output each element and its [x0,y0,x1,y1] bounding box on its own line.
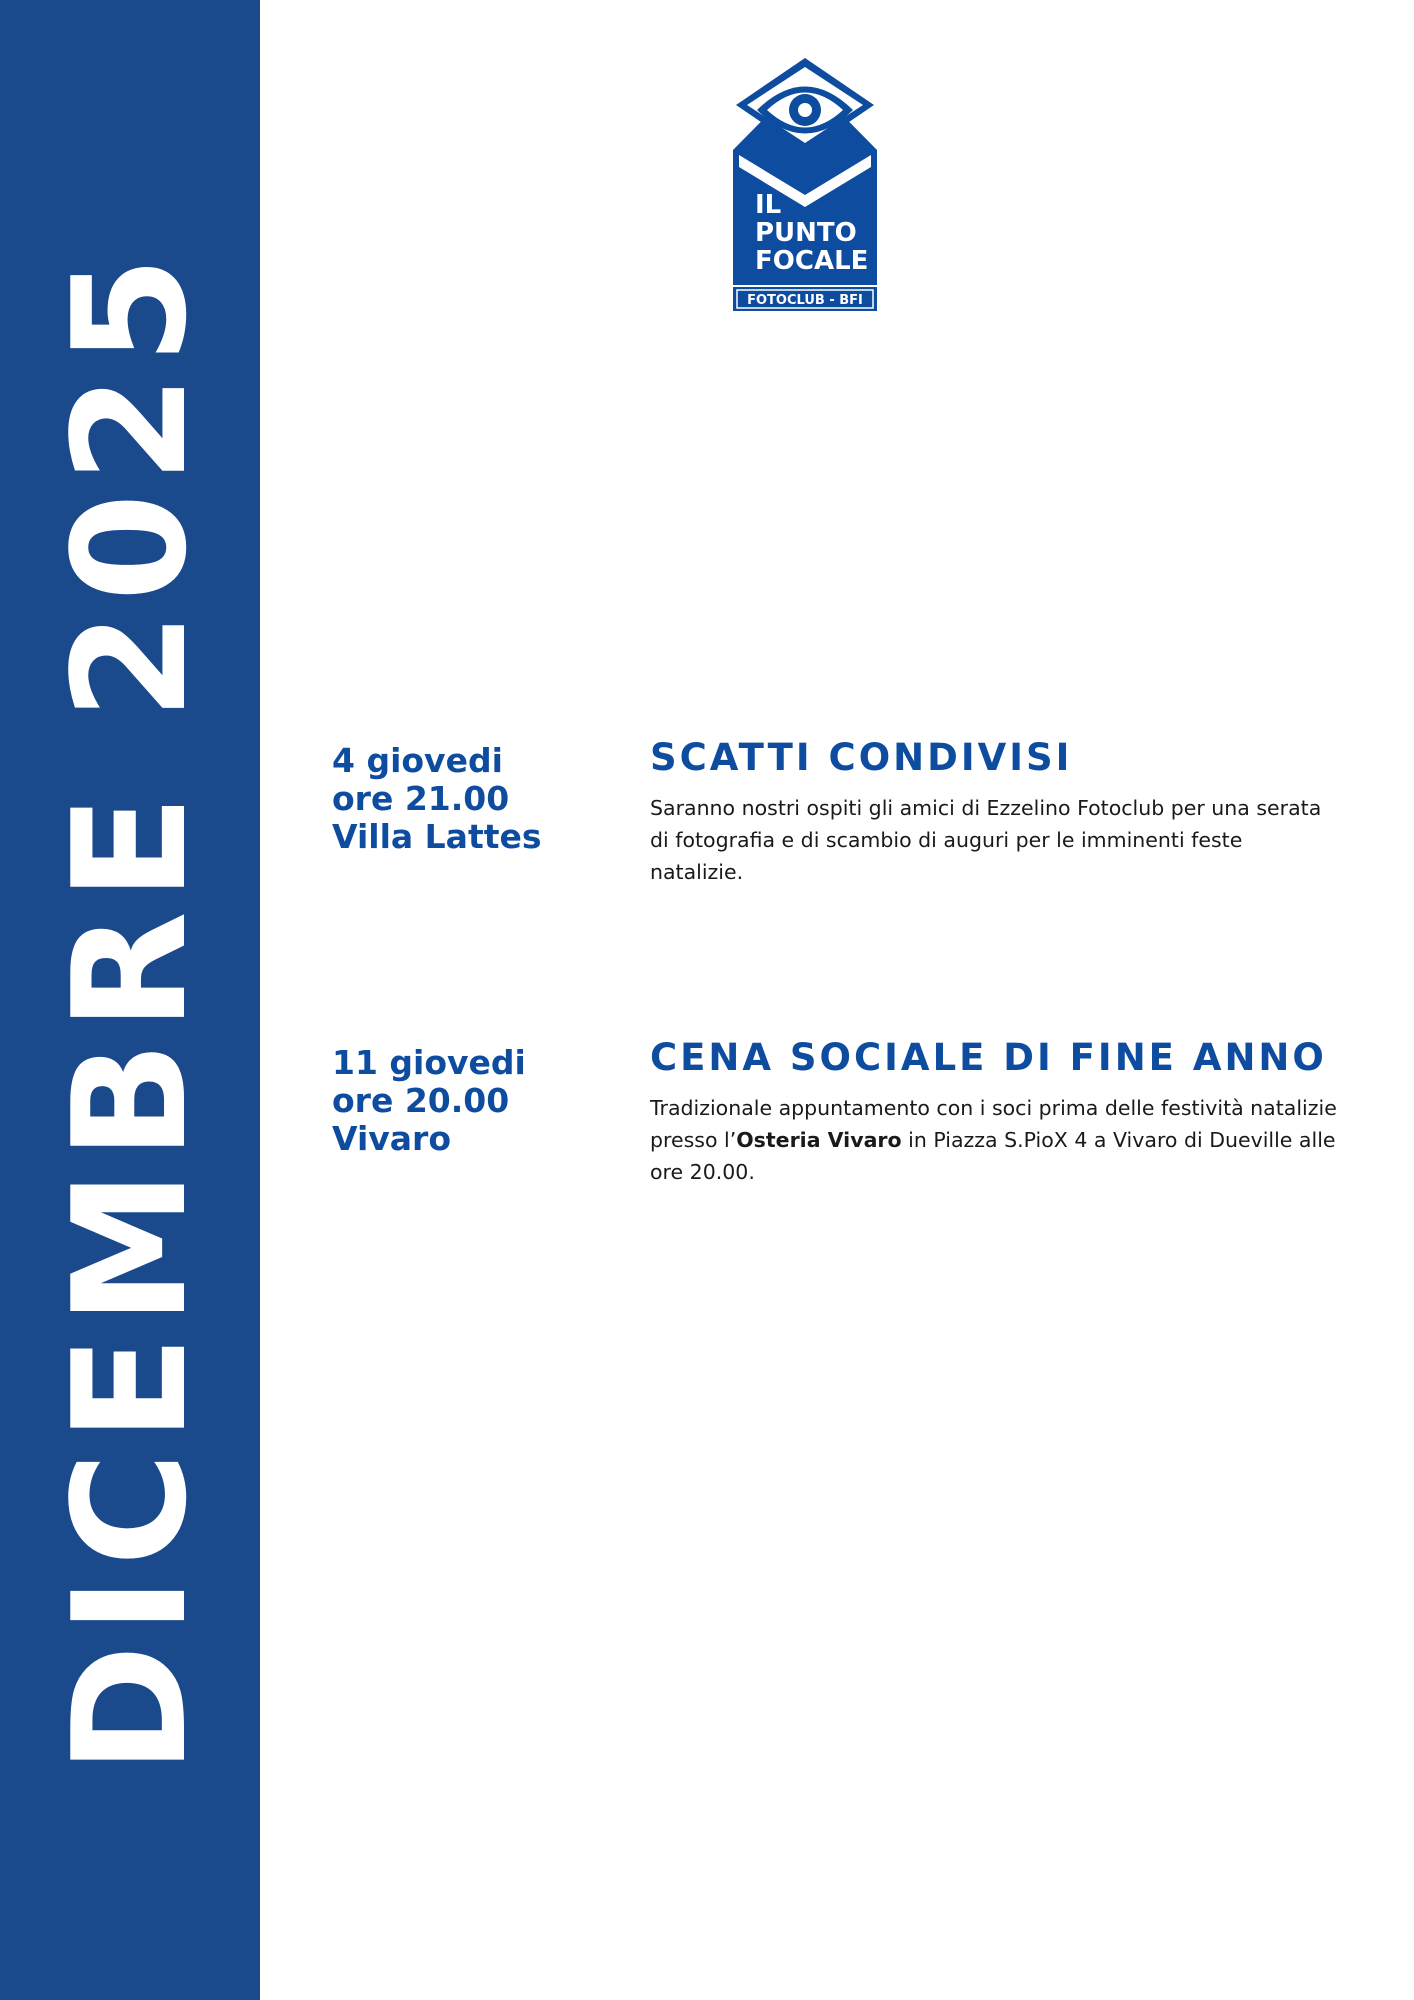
event-1-place: Villa Lattes [332,817,542,856]
sidebar-month-title: DICEMBRE 2025 [39,246,221,1774]
event-1-title: SCATTI CONDIVISI [650,736,1073,779]
logo-text-line2: PUNTO [755,218,857,248]
event-2-time: ore 20.00 [332,1081,510,1120]
event-1-when [332,742,542,856]
event-2-venue-name: Osteria Vivaro [736,1128,902,1152]
event-2-place: Vivaro [332,1119,451,1158]
event-2-title: CENA SOCIALE DI FINE ANNO [650,1036,1327,1079]
event-2-body [650,1036,1340,1188]
event-2-when [332,1044,526,1158]
event-2-description [650,1092,1340,1188]
logo-text-line3: FOCALE [755,246,869,276]
event-1-body [650,736,1340,888]
event-2-description-after: in Piazza S.PioX 4 a Vivaro di Dueville alle ore 20.00. [650,1128,1336,1184]
club-logo-graphic [733,55,877,320]
event-2-day: 11 giovedi [332,1043,526,1082]
event-1-time: ore 21.00 [332,779,510,818]
sidebar-band [0,0,260,2000]
logo-text-line1: IL [755,190,782,220]
event-1-day: 4 giovedi [332,741,503,780]
logo-tagline: FOTOCLUB - BFI [747,293,863,308]
event-1-description: Saranno nostri ospiti gli amici di Ezzelino Fotoclub per una serata di fotografia e di scambio di auguri per le imminenti feste natalizie. [650,796,1322,884]
event-2-description-before: Tradizionale appuntamento con i soci prima delle festività natalizie presso l’ [650,1096,1337,1152]
club-logo [733,55,877,320]
